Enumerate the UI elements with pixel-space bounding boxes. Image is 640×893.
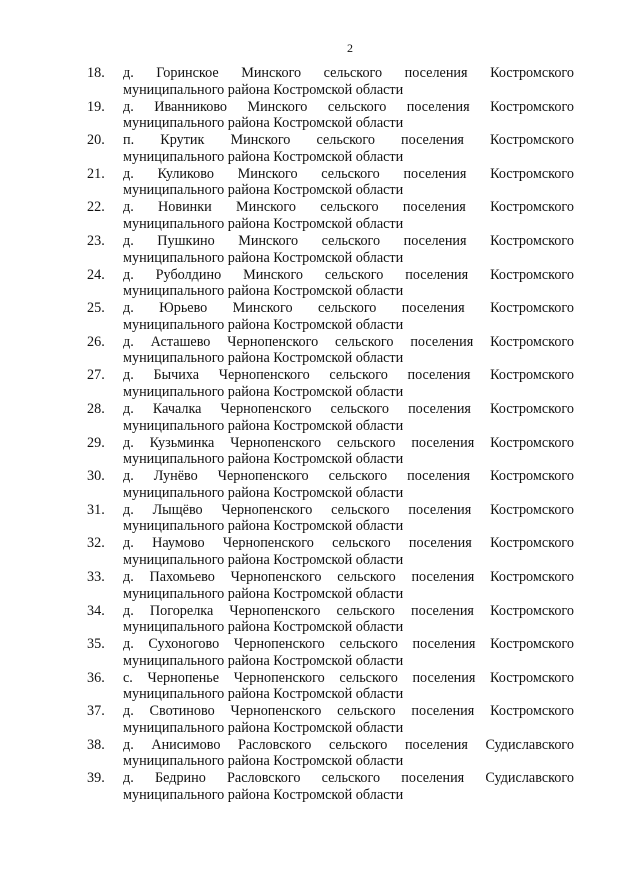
item-number: 34. — [87, 602, 105, 619]
item-second-line: муниципального района Костромской области — [123, 81, 404, 98]
item-word: Минского — [230, 132, 291, 149]
item-word: Костромского — [490, 400, 574, 417]
item-number: 37. — [87, 703, 105, 720]
item-second-line: муниципального района Костромской области — [123, 652, 404, 669]
item-first-line — [123, 334, 574, 351]
item-word: д. — [123, 367, 134, 384]
item-word: Костромского — [490, 434, 574, 451]
item-word: сельского — [321, 165, 380, 182]
item-word: сельского — [329, 367, 388, 384]
item-word: Горинское — [156, 65, 219, 81]
item-word: д. — [123, 266, 134, 283]
item-word: д. — [123, 468, 134, 485]
item-second-line: муниципального района Костромской области — [123, 417, 404, 434]
item-word: сельского — [321, 770, 381, 787]
item-word: Костромского — [490, 636, 574, 653]
item-second-line: муниципального района Костромской области — [123, 787, 404, 804]
item-word: сельского — [332, 535, 391, 552]
item-first-line — [123, 535, 574, 552]
list-item — [87, 569, 574, 603]
item-second-line: муниципального района Костромской области — [123, 753, 404, 770]
item-number: 32. — [87, 535, 105, 552]
item-word: поселения — [405, 266, 469, 283]
item-word: сельского — [321, 232, 381, 249]
item-word: Погорелка — [149, 602, 214, 619]
item-word: Минского — [238, 232, 299, 249]
item-number: 39. — [87, 770, 105, 787]
item-word: сельского — [320, 199, 379, 216]
item-word: сельского — [339, 669, 398, 686]
item-first-line — [123, 401, 574, 418]
item-word: поселения — [401, 770, 465, 787]
item-second-line: муниципального района Костромской области — [123, 249, 404, 266]
list-item — [87, 334, 574, 368]
item-word: сельского — [337, 568, 396, 585]
item-word: д. — [123, 232, 134, 249]
list-item — [87, 670, 574, 704]
item-word: сельского — [316, 132, 375, 149]
item-word: Кузьминка — [149, 434, 215, 451]
item-word: д. — [123, 300, 134, 317]
item-word: с. — [123, 669, 133, 686]
item-word: д. — [123, 636, 134, 653]
settlement-list — [87, 65, 574, 804]
item-word: поселения — [404, 736, 468, 753]
item-word: Костромского — [490, 602, 574, 619]
item-first-line — [123, 166, 574, 183]
item-word: Костромского — [490, 669, 574, 686]
item-word: сельского — [339, 636, 398, 653]
list-item — [87, 737, 574, 771]
item-first-line — [123, 603, 574, 620]
item-word: Чернопенского — [227, 333, 319, 350]
item-word: поселения — [410, 333, 474, 350]
item-word: д. — [123, 535, 134, 552]
item-first-line — [123, 233, 574, 250]
item-word: Костромского — [490, 132, 574, 149]
list-item — [87, 166, 574, 200]
item-number: 27. — [87, 367, 105, 384]
item-word: сельского — [335, 333, 394, 350]
item-word: сельского — [328, 468, 388, 485]
item-word: д. — [123, 434, 134, 451]
item-word: сельского — [323, 65, 383, 81]
item-number: 29. — [87, 434, 105, 451]
list-item — [87, 535, 574, 569]
item-number: 26. — [87, 333, 105, 350]
item-word: поселения — [412, 669, 476, 686]
item-word: поселения — [401, 300, 465, 317]
item-word: Судиславского — [485, 770, 574, 787]
list-item — [87, 603, 574, 637]
item-second-line: муниципального района Костромской области — [123, 619, 404, 636]
item-word: Судиславского — [485, 736, 574, 753]
item-word: поселения — [403, 165, 467, 182]
item-word: д. — [123, 770, 134, 787]
item-word: поселения — [406, 98, 470, 115]
item-number: 28. — [87, 400, 105, 417]
item-first-line — [123, 300, 574, 317]
item-first-line — [123, 703, 574, 720]
item-first-line — [123, 770, 574, 787]
item-word: Крутик — [160, 132, 205, 149]
item-number: 22. — [87, 199, 105, 216]
item-word: сельского — [337, 434, 396, 451]
item-first-line — [123, 65, 574, 82]
list-item — [87, 199, 574, 233]
item-number: 25. — [87, 300, 105, 317]
item-word: Чернопенского — [222, 535, 314, 552]
item-word: д. — [123, 333, 134, 350]
item-word: Руболдино — [155, 266, 222, 283]
item-word: Свотиново — [149, 703, 215, 720]
item-word: Чернопенского — [230, 703, 322, 720]
item-word: поселения — [407, 367, 471, 384]
item-first-line — [123, 502, 574, 519]
item-number: 18. — [87, 65, 105, 81]
list-item — [87, 132, 574, 166]
item-word: сельского — [317, 300, 377, 317]
item-word: Минского — [241, 65, 302, 81]
item-word: Чернопенского — [233, 669, 325, 686]
item-first-line — [123, 132, 574, 149]
item-word: д. — [123, 165, 134, 182]
item-word: Костромского — [490, 367, 574, 384]
item-word: Расловского — [227, 770, 301, 787]
item-first-line — [123, 737, 574, 754]
item-word: Костромского — [490, 501, 574, 518]
item-word: поселения — [411, 568, 475, 585]
item-word: поселения — [402, 199, 466, 216]
item-word: Куликово — [157, 165, 214, 182]
item-word: Расловского — [237, 736, 312, 753]
item-number: 19. — [87, 98, 105, 115]
item-first-line — [123, 367, 574, 384]
item-first-line — [123, 468, 574, 485]
item-number: 36. — [87, 669, 105, 686]
item-word: Юрьево — [159, 300, 208, 317]
item-number: 35. — [87, 636, 105, 653]
item-word: Чернопенского — [230, 434, 322, 451]
item-word: д. — [123, 568, 134, 585]
item-word: Лыщёво — [152, 501, 203, 518]
item-word: Чернопенского — [220, 400, 312, 417]
item-word: сельского — [331, 501, 390, 518]
item-word: Костромского — [490, 232, 574, 249]
item-number: 20. — [87, 132, 105, 149]
page-number: 2 — [347, 41, 353, 55]
item-first-line — [123, 199, 574, 216]
item-second-line: муниципального района Костромской области — [123, 383, 404, 400]
item-word: Минского — [243, 266, 303, 283]
item-word: д. — [123, 98, 134, 115]
item-word: поселения — [411, 434, 475, 451]
item-word: Чернопенье — [147, 669, 220, 686]
item-word: д. — [123, 602, 134, 619]
item-second-line: муниципального района Костромской области — [123, 484, 404, 501]
item-word: Костромского — [490, 703, 574, 720]
item-first-line — [123, 670, 574, 687]
item-word: Минского — [232, 300, 293, 317]
item-word: Асташево — [150, 333, 211, 350]
item-word: поселения — [407, 468, 471, 485]
item-word: Костромского — [490, 568, 574, 585]
item-word: Пушкино — [157, 232, 215, 249]
list-item — [87, 502, 574, 536]
item-word: Анисимово — [151, 736, 221, 753]
item-word: Лунёво — [153, 468, 198, 485]
item-word: п. — [123, 132, 135, 149]
item-second-line: муниципального района Костромской области — [123, 518, 404, 535]
item-number: 31. — [87, 501, 105, 518]
item-word: Костромского — [490, 266, 574, 283]
item-number: 30. — [87, 468, 105, 485]
item-number: 33. — [87, 568, 105, 585]
item-word: поселения — [408, 501, 472, 518]
item-word: сельского — [328, 736, 388, 753]
item-word: Пахомьево — [149, 568, 215, 585]
item-word: д. — [123, 65, 134, 81]
item-number: 38. — [87, 736, 105, 753]
item-second-line: муниципального района Костромской области — [123, 283, 404, 300]
item-word: Сухоногово — [148, 636, 220, 653]
item-word: Костромского — [490, 300, 574, 317]
item-second-line: муниципального района Костромской области — [123, 585, 404, 602]
item-second-line: муниципального района Костромской области — [123, 686, 404, 703]
item-word: сельского — [330, 400, 389, 417]
item-word: Костромского — [490, 65, 574, 81]
item-word: д. — [123, 199, 134, 216]
item-word: Минского — [247, 98, 308, 115]
list-item — [87, 703, 574, 737]
item-second-line: муниципального района Костромской области — [123, 215, 404, 232]
item-word: Наумово — [152, 535, 205, 552]
item-word: поселения — [403, 232, 467, 249]
item-word: Чернопенского — [221, 501, 313, 518]
item-word: Бедрино — [154, 770, 206, 787]
item-word: Костромского — [490, 535, 574, 552]
list-item — [87, 233, 574, 267]
item-word: Костромского — [490, 468, 574, 485]
item-word: поселения — [412, 636, 476, 653]
item-second-line: муниципального района Костромской области — [123, 148, 404, 165]
list-item — [87, 401, 574, 435]
item-word: поселения — [408, 535, 472, 552]
item-word: Чернопенского — [230, 568, 322, 585]
list-item — [87, 435, 574, 469]
item-second-line: муниципального района Костромской области — [123, 182, 404, 199]
item-second-line: муниципального района Костромской области — [123, 551, 404, 568]
list-item — [87, 300, 574, 334]
list-item — [87, 267, 574, 301]
item-second-line: муниципального района Костромской области — [123, 316, 404, 333]
list-item — [87, 636, 574, 670]
item-word: поселения — [411, 703, 475, 720]
item-word: Костромского — [490, 165, 574, 182]
item-number: 21. — [87, 165, 105, 182]
item-second-line: муниципального района Костромской области — [123, 719, 404, 736]
item-word: Чернопенского — [229, 602, 321, 619]
item-word: д. — [123, 736, 134, 753]
item-word: д. — [123, 501, 134, 518]
item-word: Бычиха — [153, 367, 200, 384]
item-word: поселения — [401, 132, 464, 149]
list-item — [87, 99, 574, 133]
item-word: Новинки — [158, 199, 212, 216]
item-word: Костромского — [490, 333, 574, 350]
item-word: Чернопенского — [233, 636, 325, 653]
item-word: Минского — [237, 165, 298, 182]
item-word: Костромского — [490, 199, 574, 216]
item-first-line — [123, 267, 574, 284]
list-item — [87, 770, 574, 804]
item-word: поселения — [411, 602, 474, 619]
item-second-line: муниципального района Костромской области — [123, 350, 404, 367]
item-word: сельского — [327, 98, 387, 115]
item-second-line: муниципального района Костромской области — [123, 115, 404, 132]
list-item — [87, 468, 574, 502]
item-word: сельского — [337, 703, 396, 720]
item-first-line — [123, 435, 574, 452]
item-word: д. — [123, 703, 134, 720]
item-first-line — [123, 636, 574, 653]
item-word: Минского — [236, 199, 296, 216]
item-word: Чернопенского — [218, 367, 310, 384]
item-word: Костромского — [490, 98, 574, 115]
item-first-line — [123, 569, 574, 586]
item-second-line: муниципального района Костромской области — [123, 451, 404, 468]
item-number: 24. — [87, 266, 105, 283]
item-word: поселения — [408, 400, 471, 417]
item-first-line — [123, 99, 574, 116]
item-word: Качалка — [152, 400, 202, 417]
item-word: д. — [123, 400, 134, 417]
list-item — [87, 65, 574, 99]
item-word: Чернопенского — [217, 468, 309, 485]
item-word: Иванниково — [154, 98, 228, 115]
item-word: поселения — [404, 65, 468, 81]
item-word: сельского — [336, 602, 395, 619]
item-word: сельского — [324, 266, 384, 283]
list-item — [87, 367, 574, 401]
item-number: 23. — [87, 232, 105, 249]
